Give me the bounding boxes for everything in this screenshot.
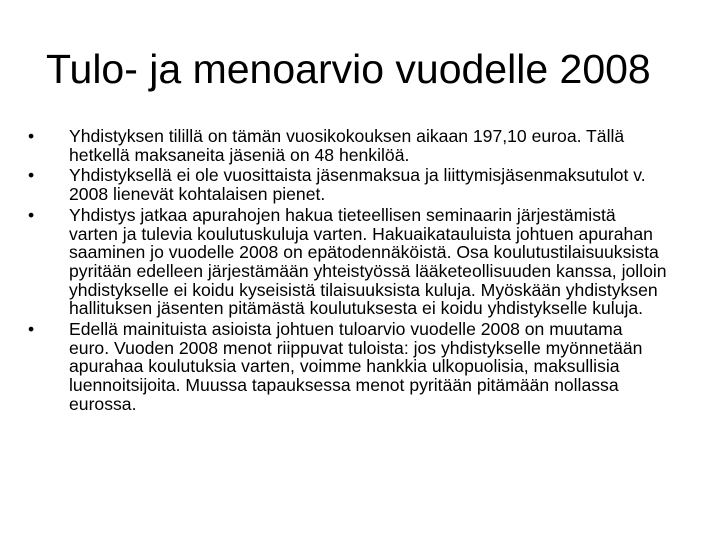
bullet-item — [27, 166, 667, 203]
slide-title: Tulo- ja menoarvio vuodelle 2008 — [46, 46, 651, 92]
bullet-text: Edellä mainituista asioista johtuen tuloarvio vuodelle 2008 on muutama euro. Vuoden 2008 menot riippuvat tuloista: jos yhdistykselle myönnetään apurahaa koulutuksia varten, voimme hankkia ulkopuolisia, maksullisia luennoitsijoita. Muussa tapauksessa menot pyritään pitämään nollassa eurossa. — [69, 319, 643, 414]
bullet-item — [27, 320, 667, 414]
bullet-list — [27, 127, 667, 416]
bullet-text: Yhdistyksen tilillä on tämän vuosikokouksen aikaan 197,10 euroa. Tällä hetkellä maksaneita jäseniä on 48 henkilöä. — [69, 126, 625, 165]
bullet-item — [27, 127, 667, 164]
bullet-item — [27, 206, 667, 318]
bullet-point-icon: • — [28, 165, 35, 186]
bullet-point-icon: • — [28, 126, 35, 146]
bullet-point-icon: • — [28, 319, 35, 340]
bullet-text: Yhdistyksellä ei ole vuosittaista jäsenmaksua ja liittymisjäsenmaksutulot v. 2008 lienevät kohtalaisen pienet. — [69, 165, 646, 205]
bullet-point-icon: • — [28, 204, 35, 225]
bullet-text: Yhdistys jatkaa apurahojen hakua tieteellisen seminaarin järjestämistä varten ja tulevia koulutuskuluja varten. Hakuaikatauluista johtuen apurahan saaminen jo vuodelle 2008 on epätodennäköistä. Osa koulutustilaisuuksista pyritään edelleen järjestämään yhteistyössä lääketeollisuuden kanssa, jolloin yhdistykselle ei koidu kyseisistä tilaisuuksista kuluja. Myöskään yhdistyksen hallituksen jäsenten pitämästä koulutuksesta ei koidu yhdistykselle kuluja. — [69, 204, 667, 319]
